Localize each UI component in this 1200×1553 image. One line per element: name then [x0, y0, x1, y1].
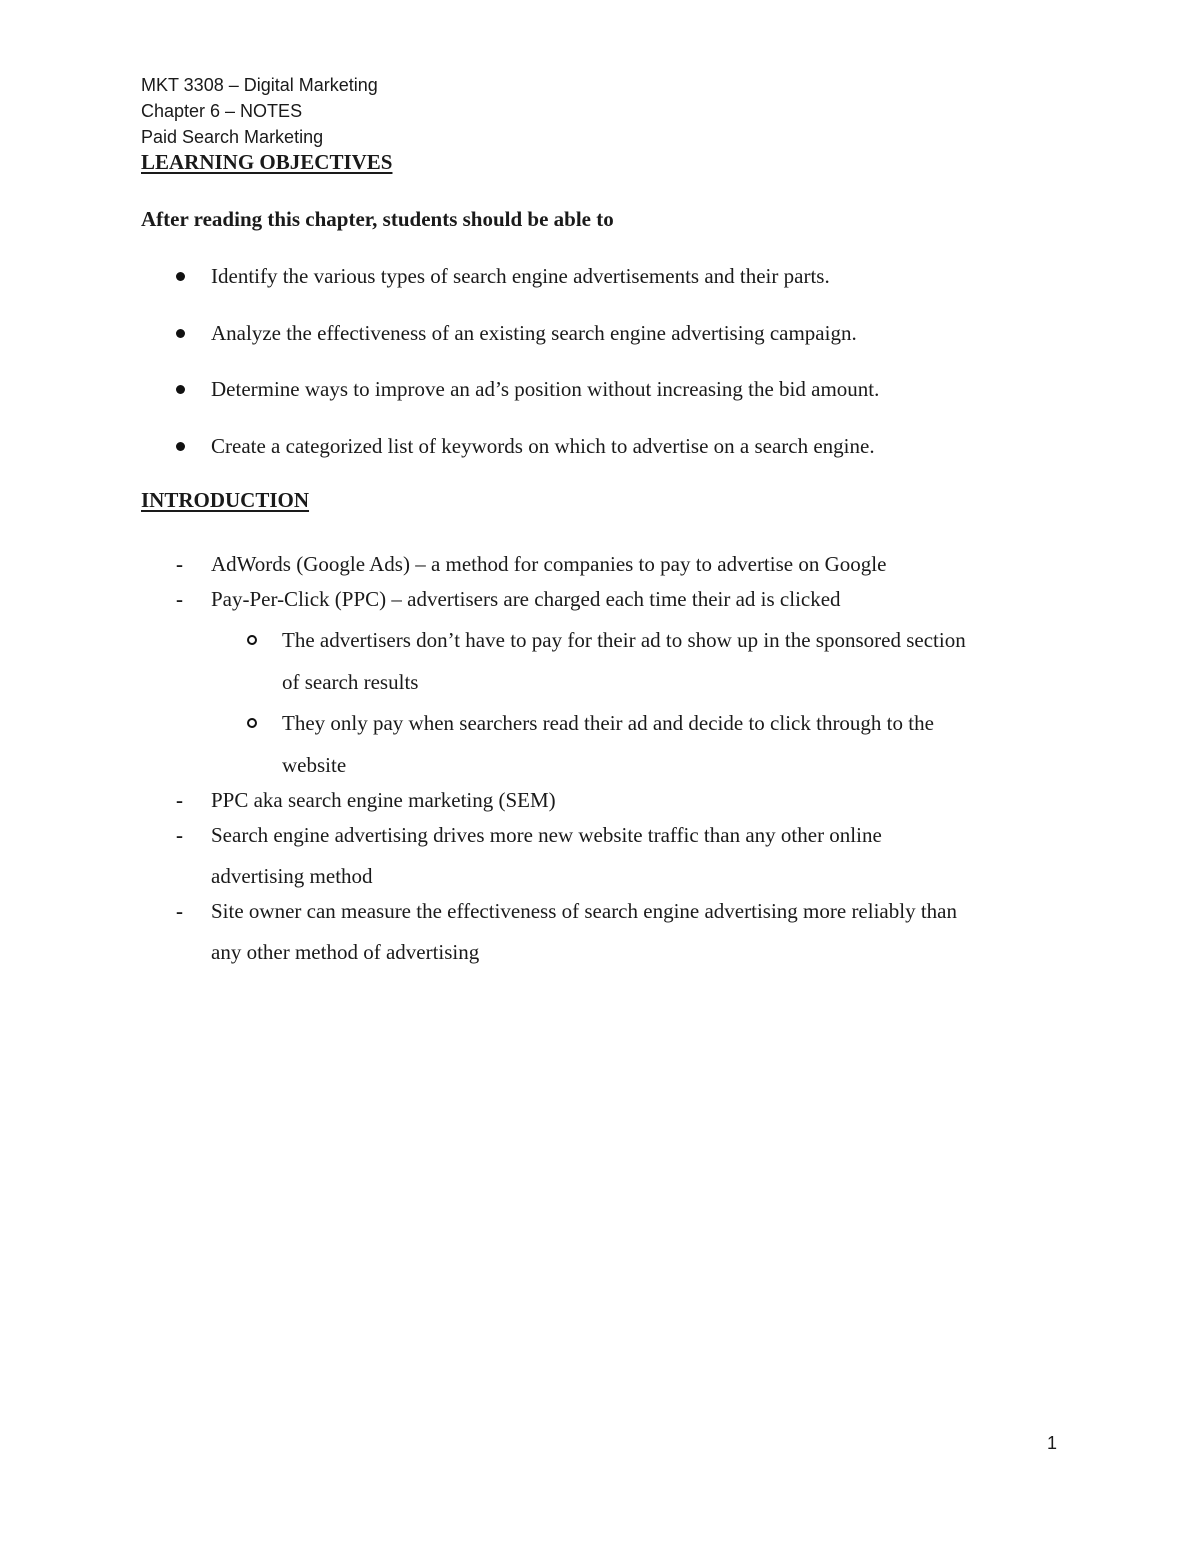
objective-text: Determine ways to improve an ad’s position without increasing the bid amount. [211, 377, 880, 401]
item-text: Site owner can measure the effectiveness of search engine advertising more reliably than [211, 899, 957, 923]
hollow-bullet-icon [247, 718, 257, 728]
list-item [141, 319, 879, 376]
page-number: 1 [1047, 1433, 1058, 1453]
document-header [141, 72, 378, 150]
topic-title: Paid Search Marketing [141, 127, 324, 147]
item-text: any other method of advertising [211, 940, 480, 964]
learning-objectives-heading: LEARNING OBJECTIVES [141, 150, 393, 174]
chapter-title: Chapter 6 – NOTES [141, 101, 303, 121]
item-text: advertising method [211, 864, 373, 888]
introduction-heading: INTRODUCTION [141, 488, 310, 512]
sub-item-text: The advertisers don’t have to pay for their ad to show up in the sponsored section [282, 628, 966, 652]
bullet-icon [176, 272, 185, 281]
list-item [141, 432, 879, 489]
item-text: Pay-Per-Click (PPC) – advertisers are charged each time their ad is clicked [211, 587, 841, 611]
list-item [141, 579, 1061, 786]
dash-marker: - [176, 823, 183, 847]
bullet-icon [176, 385, 185, 394]
sub-item-text: They only pay when searchers read their ad and decide to click through to the [282, 711, 934, 735]
course-title: MKT 3308 – Digital Marketing [141, 75, 378, 95]
objective-text: Create a categorized list of keywords on which to advertise on a search engine. [211, 433, 875, 458]
dash-marker: - [176, 587, 183, 611]
bullet-icon [176, 329, 185, 338]
introduction-list [141, 544, 1061, 973]
list-item [141, 815, 1061, 897]
bullet-icon [176, 442, 185, 451]
list-item [141, 375, 879, 432]
dash-marker: - [176, 899, 183, 923]
item-text: PPC aka search engine marketing (SEM) [211, 788, 556, 812]
sub-item-text: website [282, 752, 347, 777]
sub-list-item [211, 703, 1061, 786]
item-text: Search engine advertising drives more new website traffic than any other online [211, 823, 882, 847]
dash-marker: - [176, 552, 183, 576]
sub-list [211, 620, 1061, 786]
objective-text: Analyze the effectiveness of an existing search engine advertising campaign. [211, 320, 857, 345]
list-item [141, 262, 879, 319]
hollow-bullet-icon [247, 635, 257, 645]
objective-text: Identify the various types of search engine advertisements and their parts. [211, 264, 830, 288]
objectives-intro: After reading this chapter, students should be able to [141, 207, 614, 231]
objectives-list [141, 262, 879, 488]
sub-item-text: of search results [282, 669, 419, 694]
sub-list-item [211, 620, 1061, 703]
dash-marker: - [176, 788, 183, 812]
list-item [141, 891, 1061, 973]
item-text: AdWords (Google Ads) – a method for companies to pay to advertise on Google [211, 552, 887, 576]
